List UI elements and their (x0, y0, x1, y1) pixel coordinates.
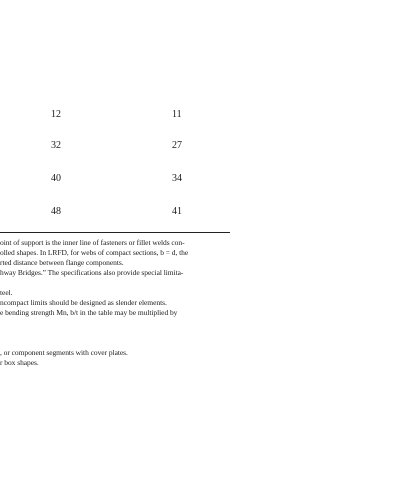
footnote-line: e bending strength Mn, b/t in the table may be multiplied by (0, 308, 178, 317)
table-cell: 12 (51, 109, 61, 120)
footnote-line: olled shapes. In LRFD, for webs of compact sections, b = d, the (0, 248, 189, 257)
table-cell: 27 (172, 140, 182, 151)
footnote-line: oint of support is the inner line of fasteners or fillet welds con- (0, 238, 185, 247)
footnote-line: ncompact limits should be designed as slender elements. (0, 298, 167, 307)
table-cell: 11 (172, 109, 182, 120)
footnote-line: rted distance between flange components. (0, 258, 124, 267)
table-cell: 41 (172, 206, 182, 217)
table-cell: 32 (51, 140, 61, 151)
table-cell: 48 (51, 206, 61, 217)
footnote-line: , or component segments with cover plates. (0, 348, 128, 357)
table-bottom-rule (0, 232, 230, 233)
footnote-line: r box shapes. (0, 358, 39, 367)
footnote-line: hway Bridges.” The specifications also provide special limita- (0, 268, 184, 277)
footnote-line: teel. (0, 288, 13, 297)
table-cell: 40 (51, 173, 61, 184)
table-cell: 34 (172, 173, 182, 184)
